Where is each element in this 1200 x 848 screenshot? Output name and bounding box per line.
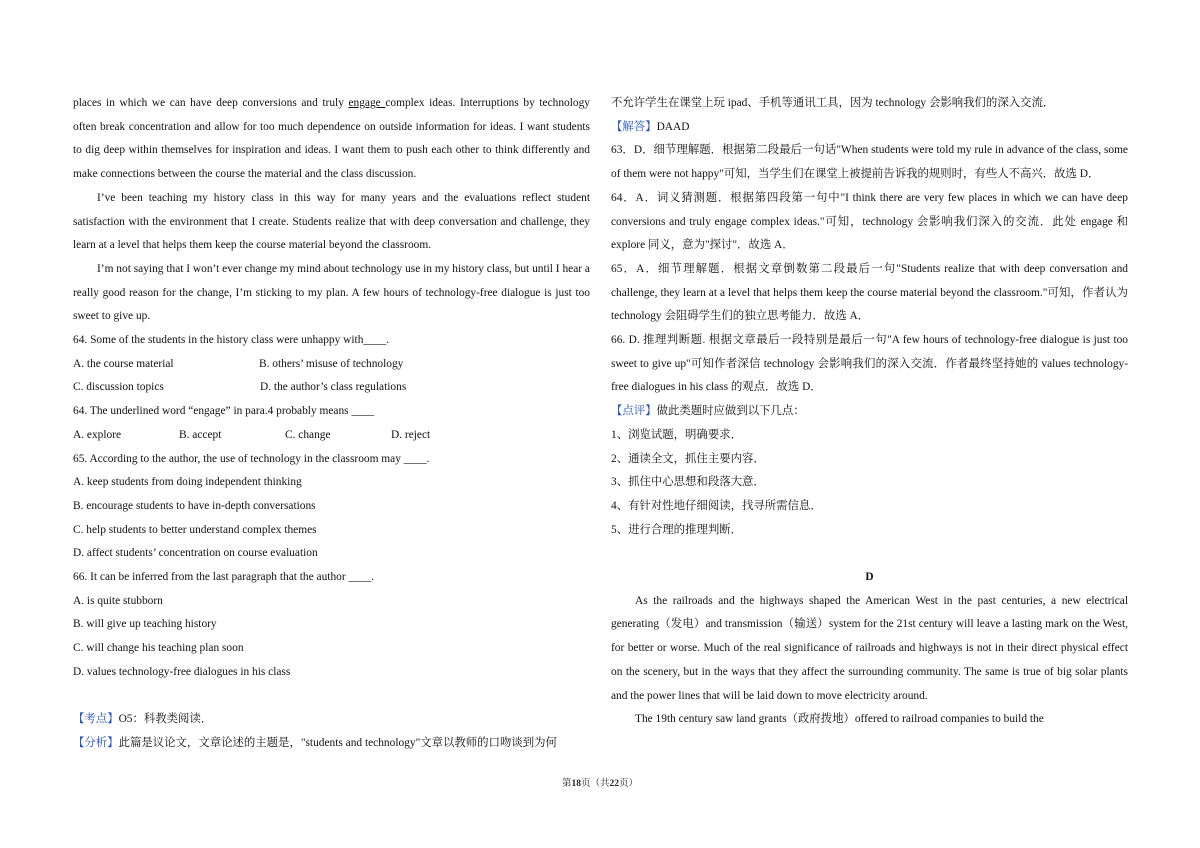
option: B. accept [179, 428, 222, 441]
page-number: 18 [571, 779, 581, 789]
option: A. the course material [73, 357, 174, 370]
footer-text: 页） [619, 779, 639, 789]
question-stem: 64. Some of the students in the history class were unhappy with____. [73, 334, 390, 347]
passage-paragraph: I’ve been teaching my history class in this way for many years and the evaluations reflect student satisfaction with the environment that I create. Students realize that with deep conversation and challenge, they learn at a level that helps them keep the course material beyond the classroom. [73, 191, 590, 252]
option: C. will change his teaching plan soon [73, 642, 244, 655]
dianping-text: 做此类题时应做到以下几点： [656, 405, 805, 418]
tip-item: 3、抓住中心思想和段落大意． [611, 476, 765, 489]
jieda-label: 【解答】 [611, 120, 657, 133]
fenxi-text: 此篇是议论文，文章论述的主题是，"students and technology"文章以教师的口吻谈到为何 [118, 736, 557, 749]
options-row [73, 376, 590, 400]
answer-66: 66. D. 推理判断题. 根据文章最后一段特别是最后一句"A few hours of technology-free dialogue is just too sweet to give up"可知作者深信 technology 会影响我们的深入交流．作者最终坚持她的 values technology-free dialogues in his class 的观点．故选 D． [611, 334, 1128, 394]
dianping-line [611, 400, 1128, 424]
dianping-label: 【点评】 [611, 405, 657, 418]
options-row [73, 353, 590, 377]
option: C. help students to better understand complex themes [73, 523, 317, 536]
answer-64: 64．A．词义猜测题．根据第四段第一句中"I think there are very few places in which we can have deep conversions and truly engage complex ideas."可知，technology 会影响我们深入的交流．此处 engage 和 explore 同义，意为"探讨"．故选 A． [611, 191, 1128, 252]
answer-65: 65．A．细节理解题．根据文章倒数第二段最后一句"Students realize that with deep conversation and challenge, they learn at a level that helps them keep the course material beyond the classroom."可知，作者认为 technology 会阻碍学生们的独立思考能力．故选 A． [611, 262, 1128, 323]
paragraph-text: complex ideas. Interruptions by technology often break concentration and allow for too much dependence on outside information for ideas. I want students to dig deep within themselves for inspiration and ideas. I want them to push each other to think differently and make connections between the course the material and the class discussion. [73, 97, 590, 181]
fenxi-label: 【分析】 [73, 736, 119, 749]
jieda-line [611, 116, 1128, 140]
jieda-text: DAAD [656, 120, 690, 133]
option: B. will give up teaching history [73, 618, 217, 631]
right-column [611, 92, 1128, 732]
option: D. affect students’ concentration on course evaluation [73, 547, 318, 560]
question-stem: 65. According to the author, the use of technology in the classroom may ____. [73, 452, 430, 465]
option: D. reject [391, 428, 431, 441]
kaodian-label: 【考点】 [73, 713, 119, 726]
options-row [73, 424, 590, 448]
left-column [73, 92, 590, 756]
option: B. encourage students to have in-depth conversations [73, 499, 316, 512]
tip-item: 1、浏览试题，明确要求． [611, 428, 742, 441]
spacer [73, 685, 590, 709]
paragraph-text: places in which we can have deep conversions and truly [73, 97, 349, 109]
tip-item: 5、进行合理的推理判断． [611, 523, 742, 536]
tip-item: 4、有针对性地仔细阅读，找寻所需信息． [611, 499, 822, 512]
passage-paragraph [73, 92, 590, 187]
passage-paragraph: I’m not saying that I won’t ever change my mind about technology use in my history class, but until I hear a really good reason for the change, I’m sticking to my plan. A few hours of technology-free dialogue is just too sweet to give up. [73, 262, 590, 323]
footer-text: 页（共 [580, 779, 610, 789]
option: A. explore [73, 428, 122, 441]
tip-item: 2、通读全文，抓住主要内容． [611, 452, 765, 465]
underlined-word: engage [348, 97, 386, 109]
spacer [611, 542, 1128, 566]
page-footer [0, 775, 1200, 789]
option: C. discussion topics [73, 381, 164, 394]
option: B. others’ misuse of technology [259, 357, 404, 370]
option: A. is quite stubborn [73, 594, 163, 607]
question-stem: 64. The underlined word “engage” in para.4 probably means ____ [73, 405, 375, 418]
option: A. keep students from doing independent thinking [73, 476, 302, 489]
fenxi-line [73, 732, 590, 756]
kaodian-text: O5：科教类阅读． [118, 713, 213, 726]
footer-text: 第 [561, 779, 572, 789]
section-heading: D [865, 571, 874, 584]
option: D. the author’s class regulations [260, 381, 407, 394]
analysis-continued: 不允许学生在课堂上玩 ipad、手机等通讯工具，因为 technology 会影响我们的深入交流． [611, 97, 1055, 109]
kaodian-line [73, 708, 590, 732]
passage-paragraph: The 19th century saw land grants（政府拨地）offered to railroad companies to build the [635, 713, 1044, 726]
option: D. values technology-free dialogues in his class [73, 665, 291, 678]
passage-paragraph: As the railroads and the highways shaped the American West in the past centuries, a new electrical generating（发电）and transmission（输送）system for the 21st century will leave a lasting mark on the West, for better or worse. Much of the real significance of railroads and highways is not in their direct physical effect on the scenery, but in the ways that they affect the surrounding community. The same is true of big solar plants and the power lines that will be laid down to move electricity around. [611, 594, 1128, 702]
total-pages: 22 [609, 779, 619, 789]
question-stem: 66. It can be inferred from the last paragraph that the author ____. [73, 571, 375, 584]
option: C. change [285, 428, 331, 441]
answer-63: 63．D．细节理解题．根据第二段最后一句话"When students were told my rule in advance of the class, some of them were not happy"可知，当学生们在课堂上被提前告诉我的规则时，有些人不高兴．故选 D． [611, 144, 1128, 181]
